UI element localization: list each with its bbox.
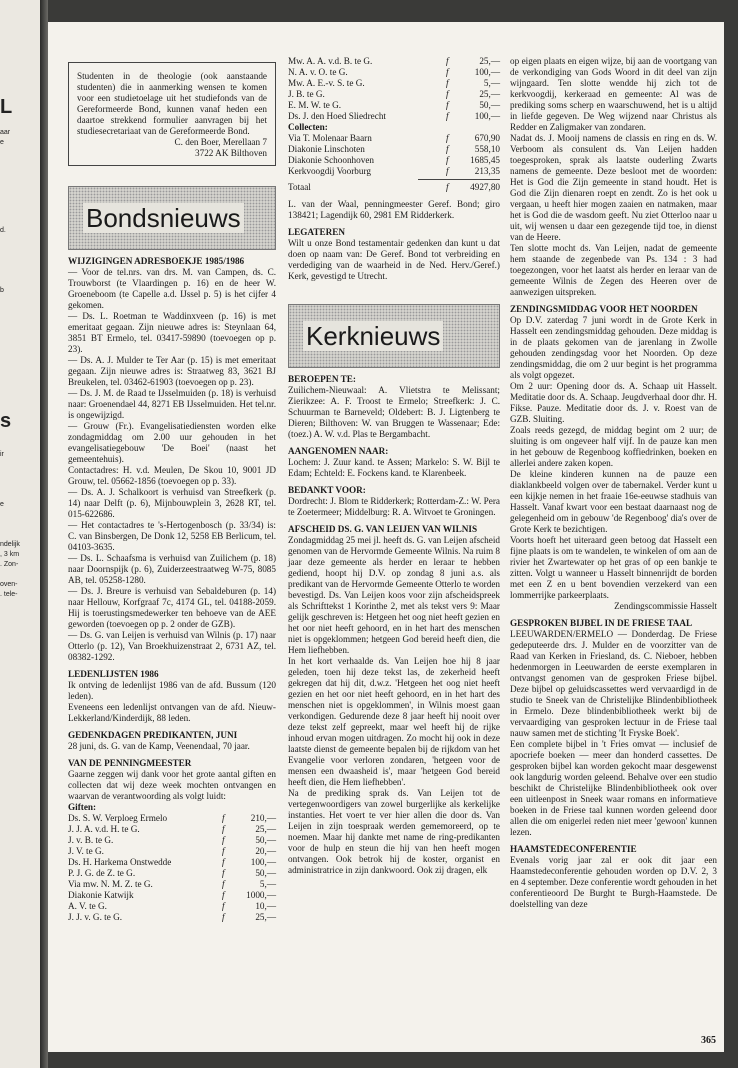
kerknieuws-banner [288,304,500,368]
paragraph: — Ds. A. J. Mulder te Ter Aar (p. 15) is met emeritaat gegaan. Zijn nieuwe adres is: Straatweg 83, 3621 BJ Breukelen, tel. 03462-61903 (toevoegen op p. 23). [68,355,276,387]
section-body [510,855,717,910]
section-body [288,496,500,518]
ledger-name: N. A. v. O. te G. [288,67,348,77]
ledger-row [288,89,500,100]
ledger-amount: 1685,45 [470,155,500,165]
ledger-amount: 4927,80 [470,182,500,192]
section-body [510,315,717,601]
ledger-currency: f [446,67,449,77]
prev-page-fragment: b [0,287,4,294]
prev-page-fragment: e [0,139,4,146]
section-heading: LEDENLIJSTEN 1986 [68,669,159,679]
section-heading: HAAMSTEDECONFERENTIE [510,844,637,854]
ledger-currency: f [222,879,225,889]
ledger-row [68,813,276,824]
column-left [68,22,276,923]
ledger-amount: 25,— [479,89,500,99]
previous-page-edge [0,0,40,1068]
paragraph: 3722 AK Bilthoven [195,148,267,158]
section-body [288,535,500,876]
ledger-amount: 25,— [479,56,500,66]
paragraph: 28 juni, ds. G. van de Kamp, Veenendaal, 70 jaar. [68,741,250,751]
section-body [68,267,276,663]
paragraph: — Het contactadres te 's-Hertogenbosch (p. 33/34) is: C. van Binsbergen, De Donk 12, 5258 EB Berlicum, tel. 04103-3635. [68,520,276,552]
paragraph: Lochem: J. Zuur kand. te Assen; Markelo: S. W. Bijl te Edam; Echteld: E. Fockens kand. te Klarenbeek. [288,457,500,478]
studiefonds-notice-text [77,71,267,137]
section-heading: LEGATEREN [288,227,346,237]
paragraph: Nadat ds. J. Mooij namens de classis en ring en ds. W. Verboom als consulent ds. Van Leijen hadden toegesproken, sprak als laatste ouderling Zwarts namens de gemeente. Deze besloot met de woorden: Het is God die Zijn gemeente in stand houdt. Het is God die Zijn dienaren roept en zendt. Zo is het ook u vergaan, u heeft hier mogen zaaien en natmaken, maar het is God die de wasdom geeft. Nu ziet Otterloo naar u uit, wij wensen u daar een gezegende tijd toe, in dienst van de Heere. [510,133,717,242]
section-heading: AANGENOMEN NAAR: [288,446,389,456]
prev-page-fragment: d. [0,227,6,234]
section-heading: GESPROKEN BIJBEL IN DE FRIESE TAAL [510,618,693,628]
paragraph: — Ds. J. M. de Raad te IJsselmuiden (p. 18) is verhuisd naar: Groenendael 44, 8271 EB IJsselmuiden. Het tel.nr. is ongewijzigd. [68,388,276,420]
paragraph: C. den Boer, Merellaan 7 [174,137,267,147]
ledger-amount: 50,— [255,868,276,878]
section-body [510,629,717,838]
prev-page-fragment: e [0,501,4,508]
ledger-currency: f [222,813,225,823]
ledger-row [68,868,276,879]
ledger-name: E. M. W. te G. [288,100,342,110]
ledger-currency: f [222,901,225,911]
section-heading: AFSCHEID DS. G. VAN LEIJEN VAN WILNIS [288,524,478,534]
paragraph: Om 2 uur: Opening door ds. A. Schaap uit Hasselt. Meditatie door ds. A. Schaap. Jeugdverhaal door dhr. H. Fikse. Pauze. Meditatie door ds. J. v. Roest van de GZB. Sluiting. [510,381,717,424]
ledger-amount: 210,— [250,813,276,823]
prev-page-fragment: , 3 km [0,551,20,558]
section-heading: BEROEPEN TE: [288,374,356,384]
ledger-row [68,857,276,868]
paragraph: Na de prediking sprak ds. Van Leijen tot de vertegenwoordigers van zowel burgerlijke als kerkelijke instanties. Het voert te ver hier allen die door ds. Van Leijen in zijn toespraak werden gememoreerd, op te noemen. Maar hij dankte met name de ring-predikanten voor de hulp en steun die hij van hen heeft mogen ontvangen. Ook betrok hij de koster, organist en administratrice in zijn dankwoord. Ook zij dragen, elk [288,788,500,875]
paragraph: Ten slotte mocht ds. Van Leijen, nadat de gemeente hem staande de zegenbede van Ps. 134 : 3 had toegezongen, voor het laatst als herder en leraar van de gemeente Wilnis de Zegen des Heeren over de aanwezigen uitspreken. [510,243,717,297]
ledger-row [68,824,276,835]
ledger-amount: 5,— [483,78,500,88]
paragraph: LEEUWARDEN/ERMELO — Donderdag. De Friese gedeputeerde drs. J. Mulder en de voorzitter van de Raad van Kerken in Friesland, ds. C. Nieboer, hebben hedenmorgen in Leeuwarden de eerste exemplaren in ontvangst genomen van de gesproken Friese bijbel. Deze bijbel op geluidscassettes werd vervaardigd in de studio te Sneek van de Christelijke Blindenbibliotheek in Ermelo. Deze blindenbibliotheek werkt bij de vervaardiging van gesproken lectuur in de Friese taal nauw samen met de stichting 'It Fryske Boek'. [510,629,717,738]
ledger-row [288,133,500,144]
ledger-name: Ds. J. den Hoed Sliedrecht [288,111,386,121]
giften-ledger-continued [288,56,500,122]
section-body [288,238,500,282]
ledger-amount: 100,— [250,857,276,867]
section-body [68,741,276,752]
ledger-name: Mw. A. A. v.d. B. te G. [288,56,373,66]
ledger-name: Diakonie Linschoten [288,144,365,154]
section-body [288,385,500,440]
ledger-row [68,901,276,912]
ledger-amount: 10,— [255,901,276,911]
ledger-currency: f [446,111,449,121]
ledger-row [288,182,500,193]
paragraph: — Ds. L. Roetman te Waddinxveen (p. 16) is met emeritaat gegaan. Zijn nieuwe adres is: Steynlaan 64, 3851 BT Ermelo, tel. 03417-59890 (toevoegen op p. 23). [68,311,276,354]
kerknieuws-title: Kerknieuws [303,321,443,351]
paragraph: Zondagmiddag 25 mei jl. heeft ds. G. van Leijen afscheid genomen van de Hervormde Gemeente Wilnis. Na ruim 8 jaar deze gemeente als herder en leraar te hebben gediend, hoopt hij D.V. op zondag 8 juni a.s. als predikant van de Hervormde Gemeente Otterlo te worden bevestigd. Ds. Van Leijen koos voor zijn afscheidspreek als Schrifttekst 1 Korinthe 2, met als tekst vers 9: Maar gelijk geschreven is: Hetgeen het oog niet heeft gezien en het oor niet heeft gehoord, en in het hart des menschen niet is opgeklommen; hetgeen God bereid heeft dien, die Hem liefhebben. [288,535,500,655]
ledger-amount: 100,— [474,111,500,121]
ledger-currency: f [446,89,449,99]
section-heading: ZENDINGSMIDDAG VOOR HET NOORDEN [510,304,698,314]
column-right [510,22,717,910]
ledger-currency: f [222,912,225,922]
paragraph: Studenten in de theologie (ook aanstaande studenten) die in aanmerking wensen te komen voor een studietoelage uit het studiefonds van de Gereformeerde Bond, kunnen vanaf heden een daartoe strekkend formulier aanvragen bij het studiesecretariaat van de Gereformeerde Bond. [77,71,267,136]
ledger-name: J. v. B. te G. [68,835,114,845]
ledger-name: Mw. A. E.-v. S. te G. [288,78,365,88]
ledger-currency: f [222,835,225,845]
ledger-amount: 5,— [259,879,276,889]
ledger-row [288,78,500,89]
paragraph: Voorts hoeft het uiteraard geen betoog dat Hasselt een fijne plaats is om te wandelen, te winkelen of om aan de rivier het Zwartewater op het gras of op een bankje te zitten. Volgt u wanneer u Hasselt binnenrijdt de borden met een Z en u bent bovendien verzekerd van een lommerrijke parkeerplaats. [510,535,717,600]
ledger-name: Ds. H. Harkema Onstwedde [68,857,172,867]
zending-signature: Zendingscommissie Hasselt [614,601,717,611]
paragraph: Een complete bijbel in 't Fries omvat — inclusief de apocriefe boeken — meer dan honderd cassettes. De gesproken bijbel kan worden gekocht maar desgewenst ook langdurig worden geleend. Behalve over een studio beschikt de Christelijke Blindenbibliotheek ook over een uitleenpost in Sneek waar romans en informatieve boeken in de Friese taal kunnen worden geleend door allen die om enigerlei reden niet meer 'gewoon' kunnen lezen. [510,739,717,837]
prev-page-fragment: . tele- [0,591,18,598]
prev-page-fragment: L [0,96,13,118]
ledger-row [288,67,500,78]
paragraph: — Voor de tel.nrs. van drs. M. van Campen, ds. C. Trouwborst (te Vlaardingen p. 16) en de heer W. Groeneboom (te Capelle a.d. IJssel p. 5) is het cijfer 4 gekomen. [68,267,276,310]
ledger-name: Kerkvoogdij Voorburg [288,166,371,176]
prev-page-fragment: ndelijk [0,541,20,548]
ledger-row [68,846,276,857]
paragraph: — Ds. J. Breure is verhuisd van Sebaldeburen (p. 14) naar Hellouw, Korfgraaf 7c, 4174 GL, tel. 04188-2059. Hij is toerustingsmedewerker ten behoeve van de AEE geworden (toevoegen op p. 2 onder de GZB). [68,586,276,629]
ledger-currency: f [446,78,449,88]
ledger-amount: 1000,— [246,890,276,900]
paragraph: L. van der Waal, penningmeester Geref. Bond; giro 138421; Lagendijk 60, 2981 EM Ridderkerk. [288,199,500,220]
ledger-row [288,111,500,122]
paragraph: Ik ontving de ledenlijst 1986 van de afd. Bussum (120 leden). [68,680,276,701]
ledger-currency: f [446,166,449,176]
section-body [68,769,276,802]
ledger-currency: f [222,868,225,878]
ledger-name: Ds. S. W. Verploeg Ermelo [68,813,168,823]
ledger-row [288,144,500,155]
ledger-amount: 558,10 [474,144,500,154]
ledger-name: Diakonie Schoonhoven [288,155,374,165]
collecten-heading: Collecten: [288,122,328,132]
ledger-amount: 20,— [255,846,276,856]
ledger-name: Totaal [288,182,311,192]
collecten-ledger [288,133,500,177]
ledger-name: Via mw. N. M. Z. te G. [68,879,153,889]
bondsnieuws-banner [68,186,276,250]
prev-page-fragment: ir [0,451,4,458]
prev-page-fragment: oven- [0,581,18,588]
page-gutter [40,0,48,1068]
ledger-amount: 100,— [474,67,500,77]
paragraph: Zoals reeds gezegd, de middag begint om 2 uur; de sluiting is om ongeveer half vijf. In de pauze kan men in het gebouw de Regenboog koffiedrinken, boeken en allerlei andere zaken kopen. [510,425,717,468]
paragraph: In het kort verhaalde ds. Van Leijen hoe hij 8 jaar geleden, toen hij deze tekst las, de zekerheid heeft gekregen dat hij dit, d.w.z. 'Hetgeen het oog niet heeft gezien en het oor niet heeft gehoord, en in het hart des menschen niet is opgeklommen', in Wilnis moest gaan verkondigen. Gedurende deze 8 jaar heeft hij nooit over deze tekst zelf gepreekt, maar wel heeft hij de rijke inhoud ervan mogen uitdragen. Zo mocht hij ook in deze laatste dienst de gemeente bepalen bij de rijkdom van het Evangelie voor verloren zondaren, 'hetgeen voor de mensen een dwaasheid is', maar 'hetgeen God bereid heeft dien, die Hem liefhebben'. [288,656,500,787]
ledger-name: P. J. G. de Z. te G. [68,868,136,878]
ledger-row [288,100,500,111]
section-heading: GEDENKDAGEN PREDIKANTEN, JUNI [68,730,238,740]
ledger-currency: f [222,824,225,834]
paragraph: Evenals vorig jaar zal er ook dit jaar een Haamstedeconferentie gehouden worden op D.V. 2, 3 en 4 september. Deze conferentie wordt gehouden in het conferentieoord De Burght te Burgh-Haamstede. De doelstelling van deze [510,855,717,909]
paragraph: Eveneens een ledenlijst ontvangen van de afd. Nieuw-Lekkerland/Kinderdijk, 88 leden. [68,702,276,723]
bondsnieuws-title: Bondsnieuws [83,203,244,233]
ledger-row [68,879,276,890]
paragraph: Op D.V. zaterdag 7 juni wordt in de Grote Kerk in Hasselt een zendingsmiddag gehouden. Deze middag is in de plaats gekomen van de jarenlang in Zwolle gehouden zendingsdag voor het Noorden. Op deze zendingsmiddag, die om 2 uur begint is het programma als volgt opgezet. [510,315,717,380]
section-body [510,56,717,298]
prev-page-fragment: aar [0,129,11,136]
ledger-row [68,890,276,901]
ledger-name: Via T. Molenaar Baarn [288,133,372,143]
paragraph: op eigen plaats en eigen wijze, bij aan de voortgang van de verkondiging van Gods Woord in dit deel van zijn wijngaard. Ten slotte wendde hij zich tot de kerkvoogdij, kerkeraad en gemeente: Al was de prediking soms scherp en waarschuwend, het is u altijd in liefde gegeven. De Weg wijzend naar Christus als Redder en Zaligmaker van zondaren. [510,56,717,132]
paragraph: De kleine kinderen kunnen na de pauze een diaklankbeeld volgen over de tabernakel. Verder kunt u een kijkje nemen in het fraaie 16e-eeuwse stadhuis van Hasselt. Vanaf kwart voor een bestaat daarnaast nog de gelegenheid om in gebouw 'de Regenboog' dia's over de Grote Kerk te bezichtigen. [510,469,717,534]
total-row [288,182,500,193]
ledger-amount: 50,— [255,835,276,845]
ledger-currency: f [222,857,225,867]
ledger-currency: f [222,846,225,856]
ledger-amount: 50,— [479,100,500,110]
ledger-name: J. B. te G. [288,89,325,99]
paragraph: Contactadres: H. v.d. Meulen, De Skou 10, 9001 JD Grouw, tel. 05662-1856 (toevoegen op p. 33). [68,465,276,486]
section-heading: BEDANKT VOOR: [288,485,366,495]
section-body [288,457,500,479]
ledger-row [68,912,276,923]
ledger-currency: f [446,133,449,143]
paragraph: — Ds. G. van Leijen is verhuisd van Wilnis (p. 17) naar Otterlo (p. 12), Van Broekhuizenstraat 2, 6731 AZ, tel. 08382-1292. [68,630,276,662]
page-365 [48,22,724,1052]
paragraph: Dordrecht: J. Blom te Ridderkerk; Rotterdam-Z.: W. Pera te Zoetermeer; Middelburg: R. A. Witvoet te Groningen. [288,496,500,517]
ledger-row [288,166,500,177]
ledger-name: J. V. te G. [68,846,104,856]
ledger-name: J. J. A. v.d. H. te G. [68,824,140,834]
penningmeester-signature [288,199,500,221]
paragraph: — Grouw (Fr.). Evangelisatiediensten worden elke zondagmiddag om 2.00 uur gehouden in het evangelisatiegebouw 'De Boei' (naast het gemeentehuis). [68,421,276,464]
ledger-amount: 25,— [255,912,276,922]
ledger-amount: 213,35 [474,166,500,176]
ledger-name: A. V. te G. [68,901,107,911]
notice-signature [77,137,267,159]
paragraph: Zuilichem-Nieuwaal: A. Vlietstra te Melissant; Zierikzee: A. F. Troost te Ermelo; Streefkerk: J. C. Schuurman te Barneveld; Oldebert: B. J. Ligtenberg te Dieren; Bilthoven: W. van Bruggen te Wassenaar; Ede: (toez.) A. W. v.d. Plas te Bergambacht. [288,385,500,439]
ledger-row [68,835,276,846]
paragraph: Wilt u onze Bond testamentair gedenken dan kunt u dat doen op naam van: De Geref. Bond tot verbreiding en verdediging van de waarheid in de Ned. Herv./Geref.) Kerk, gevestigd te Utrecht. [288,238,500,281]
giften-ledger [68,813,276,923]
ledger-currency: f [222,890,225,900]
ledger-amount: 25,— [255,824,276,834]
ledger-currency: f [446,144,449,154]
column-middle [288,22,500,876]
prev-page-fragment: s [0,410,12,432]
ledger-currency: f [446,182,449,192]
ledger-name: Diakonie Katwijk [68,890,134,900]
ledger-row [288,56,500,67]
section-heading: VAN DE PENNINGMEESTER [68,758,192,768]
ledger-row [288,155,500,166]
prev-page-fragment: . Zon- [0,561,19,568]
studiefonds-notice-box [68,62,276,166]
total-rule [418,179,500,180]
paragraph: — Ds. A. J. Schalkoort is verhuisd van Streefkerk (p. 14) naar Delft (p. 6), Mijnbouwplein 3, 2628 RT, tel. 015-622686. [68,487,276,519]
section-heading: WIJZIGINGEN ADRESBOEKJE 1985/1986 [68,256,245,266]
paragraph: Gaarne zeggen wij dank voor het grote aantal giften en collecten dat wij deze week mochten ontvangen en waarvan de verantwoording als volgt luidt: [68,769,276,801]
ledger-amount: 670,90 [474,133,500,143]
section-body [68,680,276,724]
page-number: 365 [701,1035,716,1046]
giften-heading: Giften: [68,802,97,812]
paragraph: — Ds. L. Schaafsma is verhuisd van Zuilichem (p. 18) naar Doornspijk (p. 6), Zuiderzeestraatweg W-75, 8085 AB, tel. 05258-1280. [68,553,276,585]
ledger-currency: f [446,56,449,66]
ledger-currency: f [446,100,449,110]
ledger-currency: f [446,155,449,165]
ledger-name: J. J. v. G. te G. [68,912,123,922]
